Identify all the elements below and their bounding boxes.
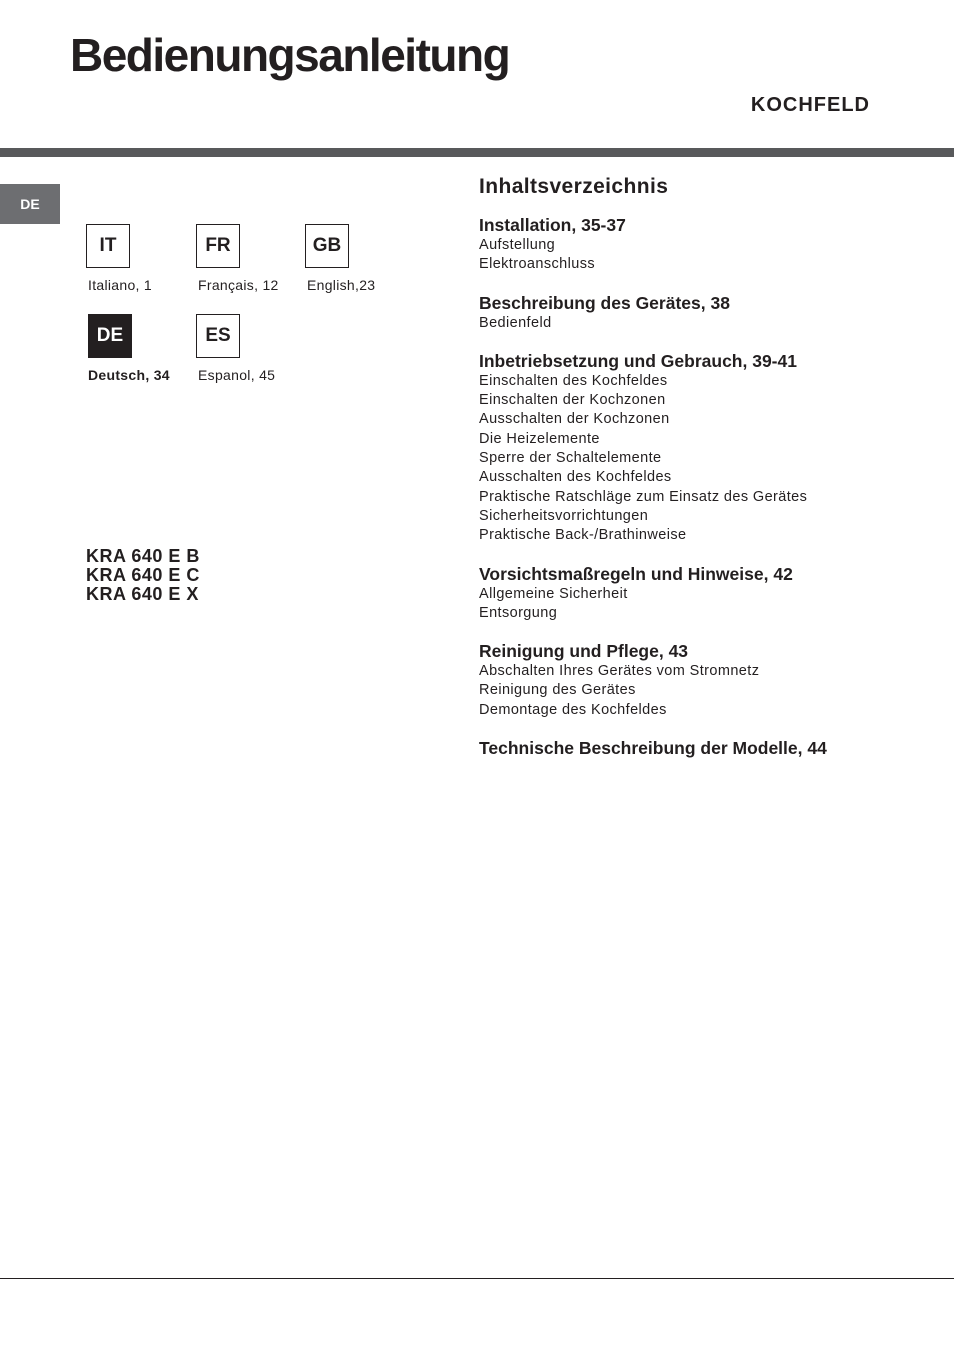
- model-list: [86, 547, 200, 604]
- toc-item[interactable]: Bedienfeld: [479, 314, 552, 331]
- language-label-active: Deutsch, 34: [88, 367, 170, 383]
- toc-item[interactable]: Einschalten der Kochzonen: [479, 392, 666, 409]
- toc-section-technical: [479, 738, 919, 758]
- language-code-box: ES: [196, 314, 240, 358]
- toc-title: Inhaltsverzeichnis: [479, 175, 669, 198]
- toc-heading[interactable]: Installation, 35-37: [479, 215, 626, 235]
- toc-item[interactable]: Die Heizelemente: [479, 430, 600, 447]
- language-selector: [86, 224, 416, 394]
- language-code-box-active: DE: [88, 314, 132, 358]
- toc-heading[interactable]: Technische Beschreibung der Modelle, 44: [479, 738, 827, 759]
- footer-divider: [0, 1278, 954, 1279]
- toc-item[interactable]: Allgemeine Sicherheit: [479, 585, 628, 602]
- toc-section-operation: [479, 351, 919, 546]
- toc-item[interactable]: Aufstellung: [479, 237, 556, 253]
- document-subtitle: KOCHFELD: [750, 94, 870, 116]
- toc-heading[interactable]: Vorsichtsmaßregeln und Hinweise, 42: [479, 563, 793, 584]
- header-divider: [0, 148, 954, 157]
- table-of-contents: [479, 175, 919, 776]
- toc-item[interactable]: Einschalten des Kochfeldes: [479, 372, 668, 389]
- toc-heading[interactable]: Reinigung und Pflege, 43: [479, 641, 689, 662]
- toc-item[interactable]: Sperre der Schaltelemente: [479, 450, 662, 467]
- language-label: English,23: [307, 277, 376, 293]
- document-title: Bedienungsanleitung: [70, 29, 510, 81]
- toc-item[interactable]: Elektroanschluss: [479, 256, 596, 273]
- toc-item[interactable]: Sicherheitsvorrichtungen: [479, 507, 649, 524]
- toc-item[interactable]: Ausschalten der Kochzonen: [479, 411, 670, 428]
- model-number: KRA 640 E X: [86, 584, 199, 604]
- language-option-es[interactable]: [196, 314, 306, 383]
- language-code-box: FR: [196, 224, 240, 268]
- model-number: KRA 640 E B: [86, 546, 200, 566]
- toc-item[interactable]: Demontage des Kochfeldes: [479, 701, 667, 718]
- language-code-box: IT: [86, 224, 130, 268]
- toc-heading[interactable]: Beschreibung des Gerätes, 38: [479, 292, 730, 313]
- toc-section-installation: [479, 215, 919, 275]
- toc-item[interactable]: Reinigung des Gerätes: [479, 682, 636, 699]
- toc-item[interactable]: Praktische Back-/Brathinweise: [479, 527, 687, 544]
- language-label: Espanol, 45: [198, 367, 276, 383]
- toc-section-cleaning: [479, 641, 919, 720]
- language-option-fr[interactable]: [196, 224, 306, 293]
- toc-heading[interactable]: Inbetriebsetzung und Gebrauch, 39-41: [479, 350, 797, 371]
- language-code-box: GB: [305, 224, 349, 268]
- toc-section-description: [479, 293, 919, 333]
- language-option-de[interactable]: [88, 314, 198, 383]
- toc-item[interactable]: Entsorgung: [479, 604, 558, 621]
- model-number: KRA 640 E C: [86, 565, 200, 585]
- toc-item[interactable]: Ausschalten des Kochfeldes: [479, 469, 672, 486]
- toc-section-precautions: [479, 564, 919, 624]
- language-option-gb[interactable]: [305, 224, 415, 293]
- language-side-tab: DE: [0, 184, 60, 224]
- toc-item[interactable]: Abschalten Ihres Gerätes vom Stromnetz: [479, 663, 760, 680]
- language-label: Italiano, 1: [88, 277, 153, 293]
- toc-item[interactable]: Praktische Ratschläge zum Einsatz des Gerätes: [479, 488, 808, 505]
- language-label: Français, 12: [198, 277, 279, 293]
- language-option-it[interactable]: [86, 224, 196, 293]
